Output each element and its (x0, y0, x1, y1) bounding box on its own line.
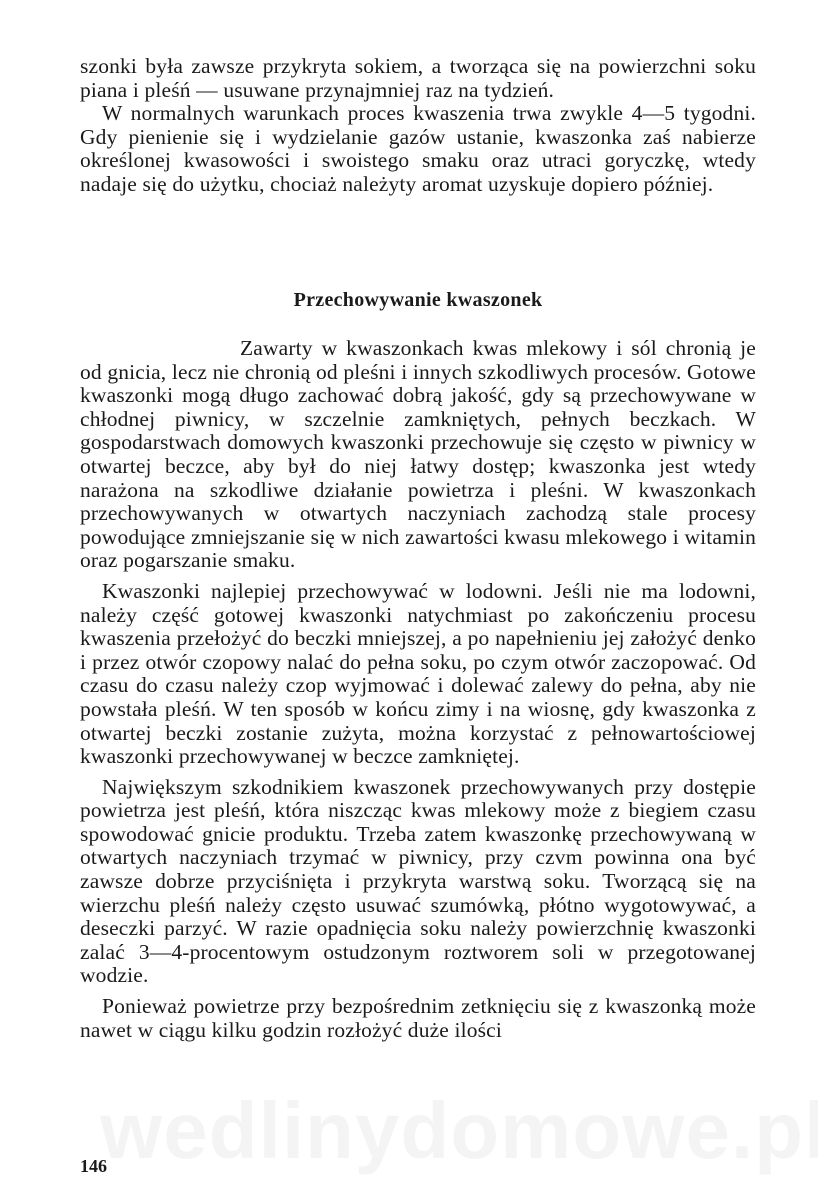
paragraph-mold: Największym szkodnikiem kwaszonek przechowywanych przy dostępie powietrza jest pleśń, która niszcząc kwas mlekowy może z biegiem czasu spowodować gnicie produktu. Trzeba zatem kwaszonkę przechowywaną w otwartych naczyniach trzymać w piwnicy, przy czvm powinna ona być zawsze dobrze przyciśnięta i przykryta warstwą soku. Tworzącą się na wierzchu pleśń należy często usuwać szumówką, płótno wygotowywać, a deseczki parzyć. W razie opadnięcia soku należy powierzchnię kwaszonki zalać 3—4-procentowym ostudzonym roztworem soli w przegotowanej wodzie. (80, 774, 756, 988)
section-heading: Przechowywanie kwaszonek (293, 289, 543, 311)
paragraph-fermentation-time: W normalnych warunkach proces kwaszenia trwa zwykle 4—5 tygodni. Gdy pienienie się i wydzielanie gazów ustanie, kwaszonka zaś nabierze określonej kwasowości i swoistego smaku oraz utraci goryczkę, wtedy nadaje się do użytku, chociaż należyty aromat uzyskuje dopiero później. (80, 101, 756, 196)
section-body (80, 337, 756, 1042)
paragraph-storage-intro: Zawarty w kwaszonkach kwas mlekowy i sól chronią je od gnicia, lecz nie chronią od pleśni i innych szkodliwych procesów. Gotowe kwaszonki mogą długo zachować dobrą jakość, gdy są przechowywane w chłodnej piwnicy, w szczelnie zamkniętych, pełnych beczkach. W gospodarstwach domowych kwaszonki przechowuje się często w piwnicy w otwartej beczce, aby był do niej łatwy dostęp; kwaszonka jest wtedy narażona na szkodliwe działanie powietrza i pleśni. W kwaszonkach przechowywanych w otwartych naczyniach zachodzą stale procesy powodujące zmniejszanie się w nich zawartości kwasu mlekowego i witamin oraz pogarszanie smaku. (80, 336, 756, 573)
paragraph-air-exposure: Ponieważ powietrze przy bezpośrednim zetknięciu się z kwaszonką może nawet w ciągu kilku godzin rozłożyć duże ilości (80, 994, 756, 1042)
book-page (80, 54, 756, 1042)
paragraph-icehouse: Kwaszonki najlepiej przechowywać w lodowni. Jeśli nie ma lodowni, należy część gotowej kwaszonki natychmiast po zakończeniu procesu kwaszenia przełożyć do beczki mniejszej, a po napełnieniu jej założyć denko i przez otwór czopowy nalać do pełna soku, po czym otwór zaczopować. Od czasu do czasu należy czop wyjmować i dolewać zalewy do pełna, aby nie powstała pleśń. W ten sposób w końcu zimy i na wiosnę, gdy kwaszonka z otwartej beczki zostanie zużyta, można korzystać z pełnowartościowej kwaszonki przechowywanej w beczce zamkniętej. (80, 578, 756, 769)
page-number: 146 (80, 1156, 107, 1176)
watermark (100, 1085, 740, 1177)
paragraph-continuation: szonki była zawsze przykryta sokiem, a tworząca się na powierzchni soku piana i pleśń — usuwane przynajmniej raz na tydzień. (80, 54, 756, 102)
